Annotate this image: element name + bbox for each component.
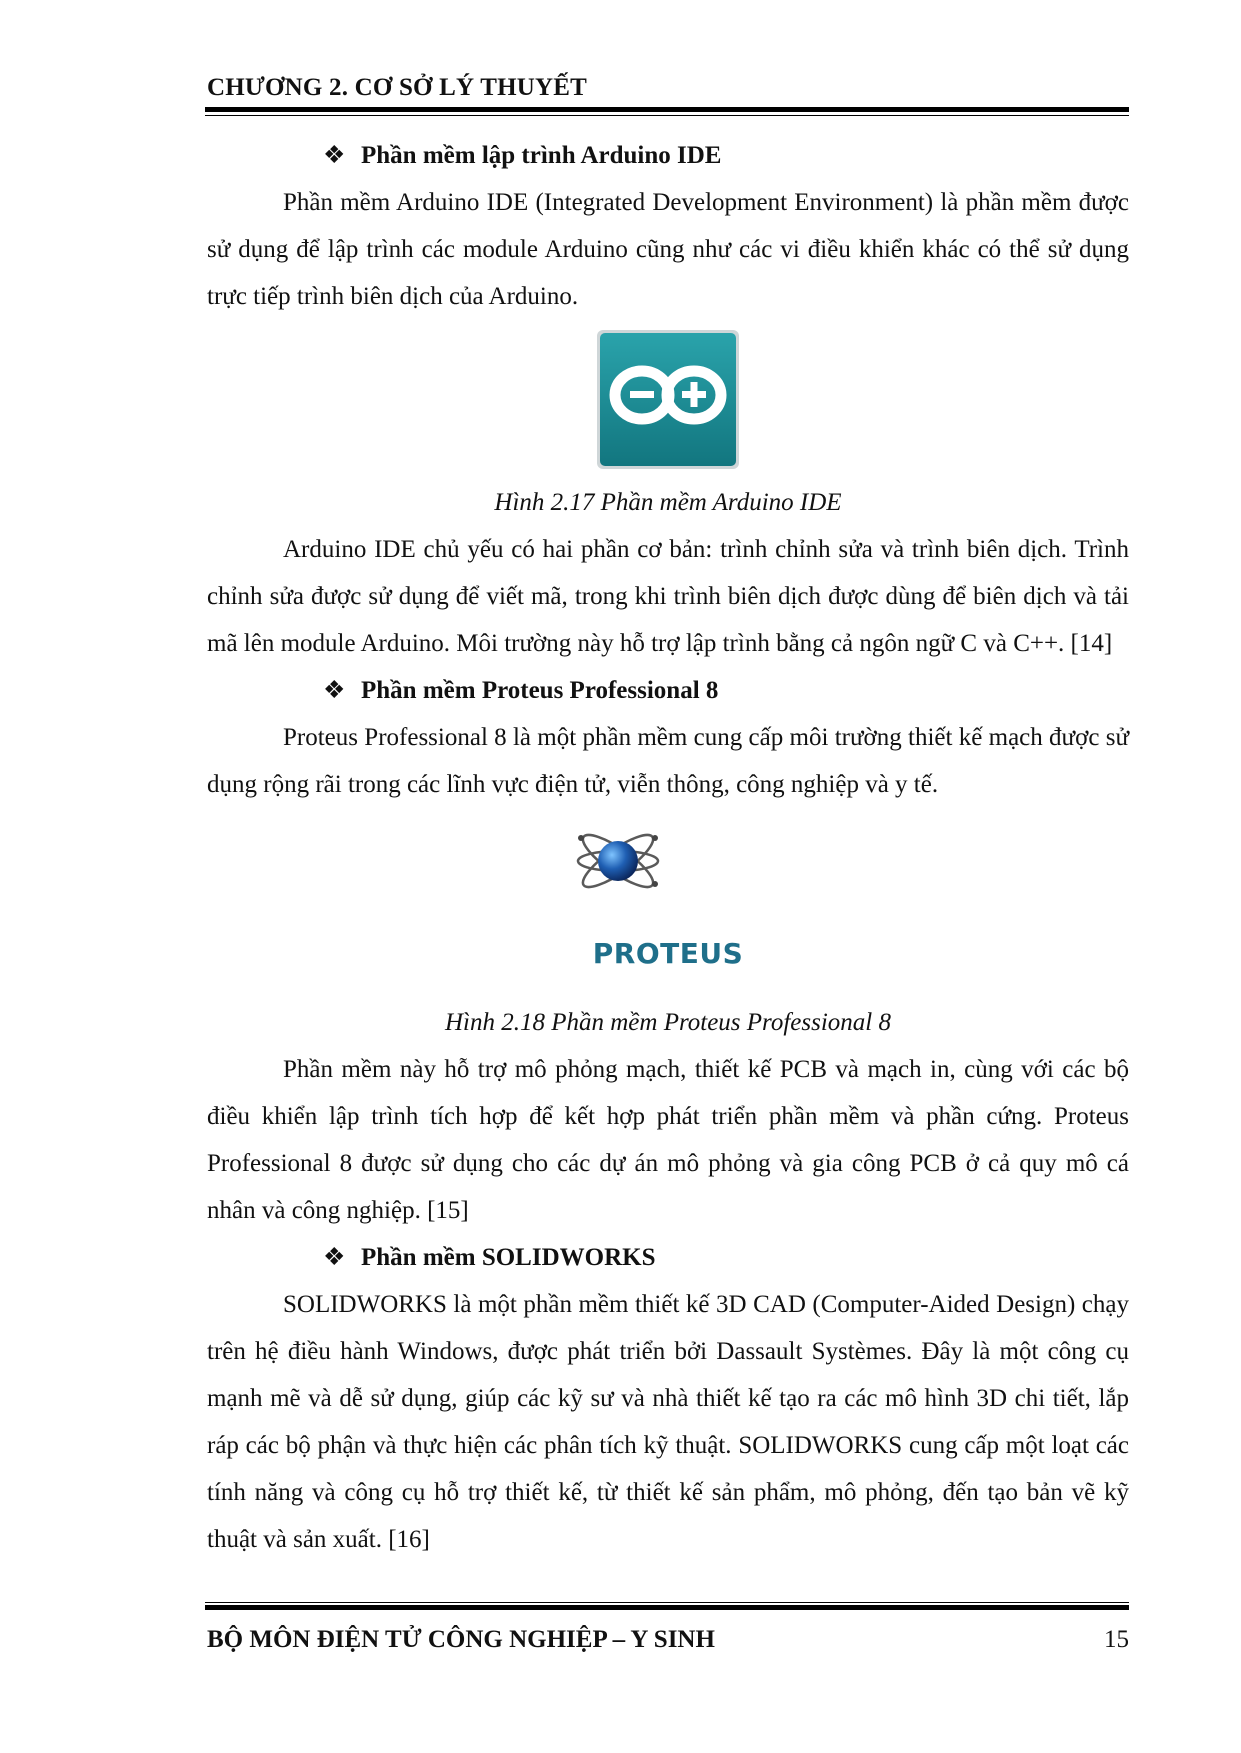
paragraph-proteus-intro: Proteus Professional 8 là một phần mềm cung cấp môi trường thiết kế mạch được sử dụng rộng rãi trong các lĩnh vực điện tử, viễn thông, công nghiệp và y tế. — [207, 724, 1129, 798]
figure-arduino — [207, 320, 1129, 479]
footer-department: BỘ MÔN ĐIỆN TỬ CÔNG NGHIỆP – Y SINH — [207, 1626, 715, 1653]
section-heading-solidworks: ❖ Phần mềm SOLIDWORKS — [207, 1234, 1129, 1281]
paragraph-arduino-intro: Phần mềm Arduino IDE (Integrated Development Environment) là phần mềm được sử dụng để lập trình các module Arduino cũng như các vi điều khiển khác có thể sử dụng trực tiếp trình biên dịch của Arduino. — [207, 189, 1129, 310]
page-number: 15 — [1104, 1626, 1129, 1653]
header-rule-thick — [205, 107, 1129, 112]
proteus-logo-text: PROTEUS — [592, 937, 744, 970]
figure-caption-2-17: Hình 2.17 Phần mềm Arduino IDE — [494, 489, 842, 516]
diamond-bullet-icon: ❖ — [323, 142, 346, 169]
paragraph-proteus-details: Phần mềm này hỗ trợ mô phỏng mạch, thiết kế PCB và mạch in, cùng với các bộ điều khiển lập trình tích hợp để kết hợp phát triển phần mềm và phần cứng. Proteus Professional 8 được sử dụng cho các dự án mô phỏng và gia công PCB ở cả quy mô cá nhân và công nghiệp. [15] — [207, 1056, 1129, 1224]
diamond-bullet-icon: ❖ — [323, 677, 346, 704]
figure-caption-2-18: Hình 2.18 Phần mềm Proteus Professional 8 — [444, 1009, 892, 1036]
proteus-atom-icon — [573, 818, 663, 904]
footer-rule-thick — [205, 1605, 1129, 1610]
page-content — [207, 132, 1129, 1563]
diamond-bullet-icon: ❖ — [323, 1244, 346, 1271]
footer-rule-thin — [205, 1602, 1129, 1603]
section-heading-proteus: ❖ Phần mềm Proteus Professional 8 — [207, 667, 1129, 714]
header-rule-thin — [205, 115, 1129, 116]
paragraph-solidworks: SOLIDWORKS là một phần mềm thiết kế 3D CAD (Computer-Aided Design) chạy trên hệ điều hành Windows, được phát triển bởi Dassault Systèmes. Đây là một công cụ mạnh mẽ và dễ sử dụng, giúp các kỹ sư và nhà thiết kế tạo ra các mô hình 3D chi tiết, lắp ráp các bộ phận và thực hiện các phân tích kỹ thuật. SOLIDWORKS cung cấp một loạt các tính năng và công cụ hỗ trợ thiết kế, từ thiết kế sản phẩm, mô phỏng, đến tạo bản vẽ kỹ thuật và sản xuất. [16] — [207, 1291, 1129, 1553]
chapter-header: CHƯƠNG 2. CƠ SỞ LÝ THUYẾT — [207, 74, 588, 101]
paragraph-arduino-details: Arduino IDE chủ yếu có hai phần cơ bản: trình chỉnh sửa và trình biên dịch. Trình chỉnh sửa được sử dụng để viết mã, trong khi trình biên dịch được dùng để biên dịch và tải mã lên module Arduino. Môi trường này hỗ trợ lập trình bằng cả ngôn ngữ C và C++. [14] — [207, 536, 1129, 657]
section-heading-arduino: ❖ Phần mềm lập trình Arduino IDE — [207, 132, 1129, 179]
arduino-logo-icon — [594, 327, 742, 472]
figure-proteus — [207, 808, 1129, 999]
